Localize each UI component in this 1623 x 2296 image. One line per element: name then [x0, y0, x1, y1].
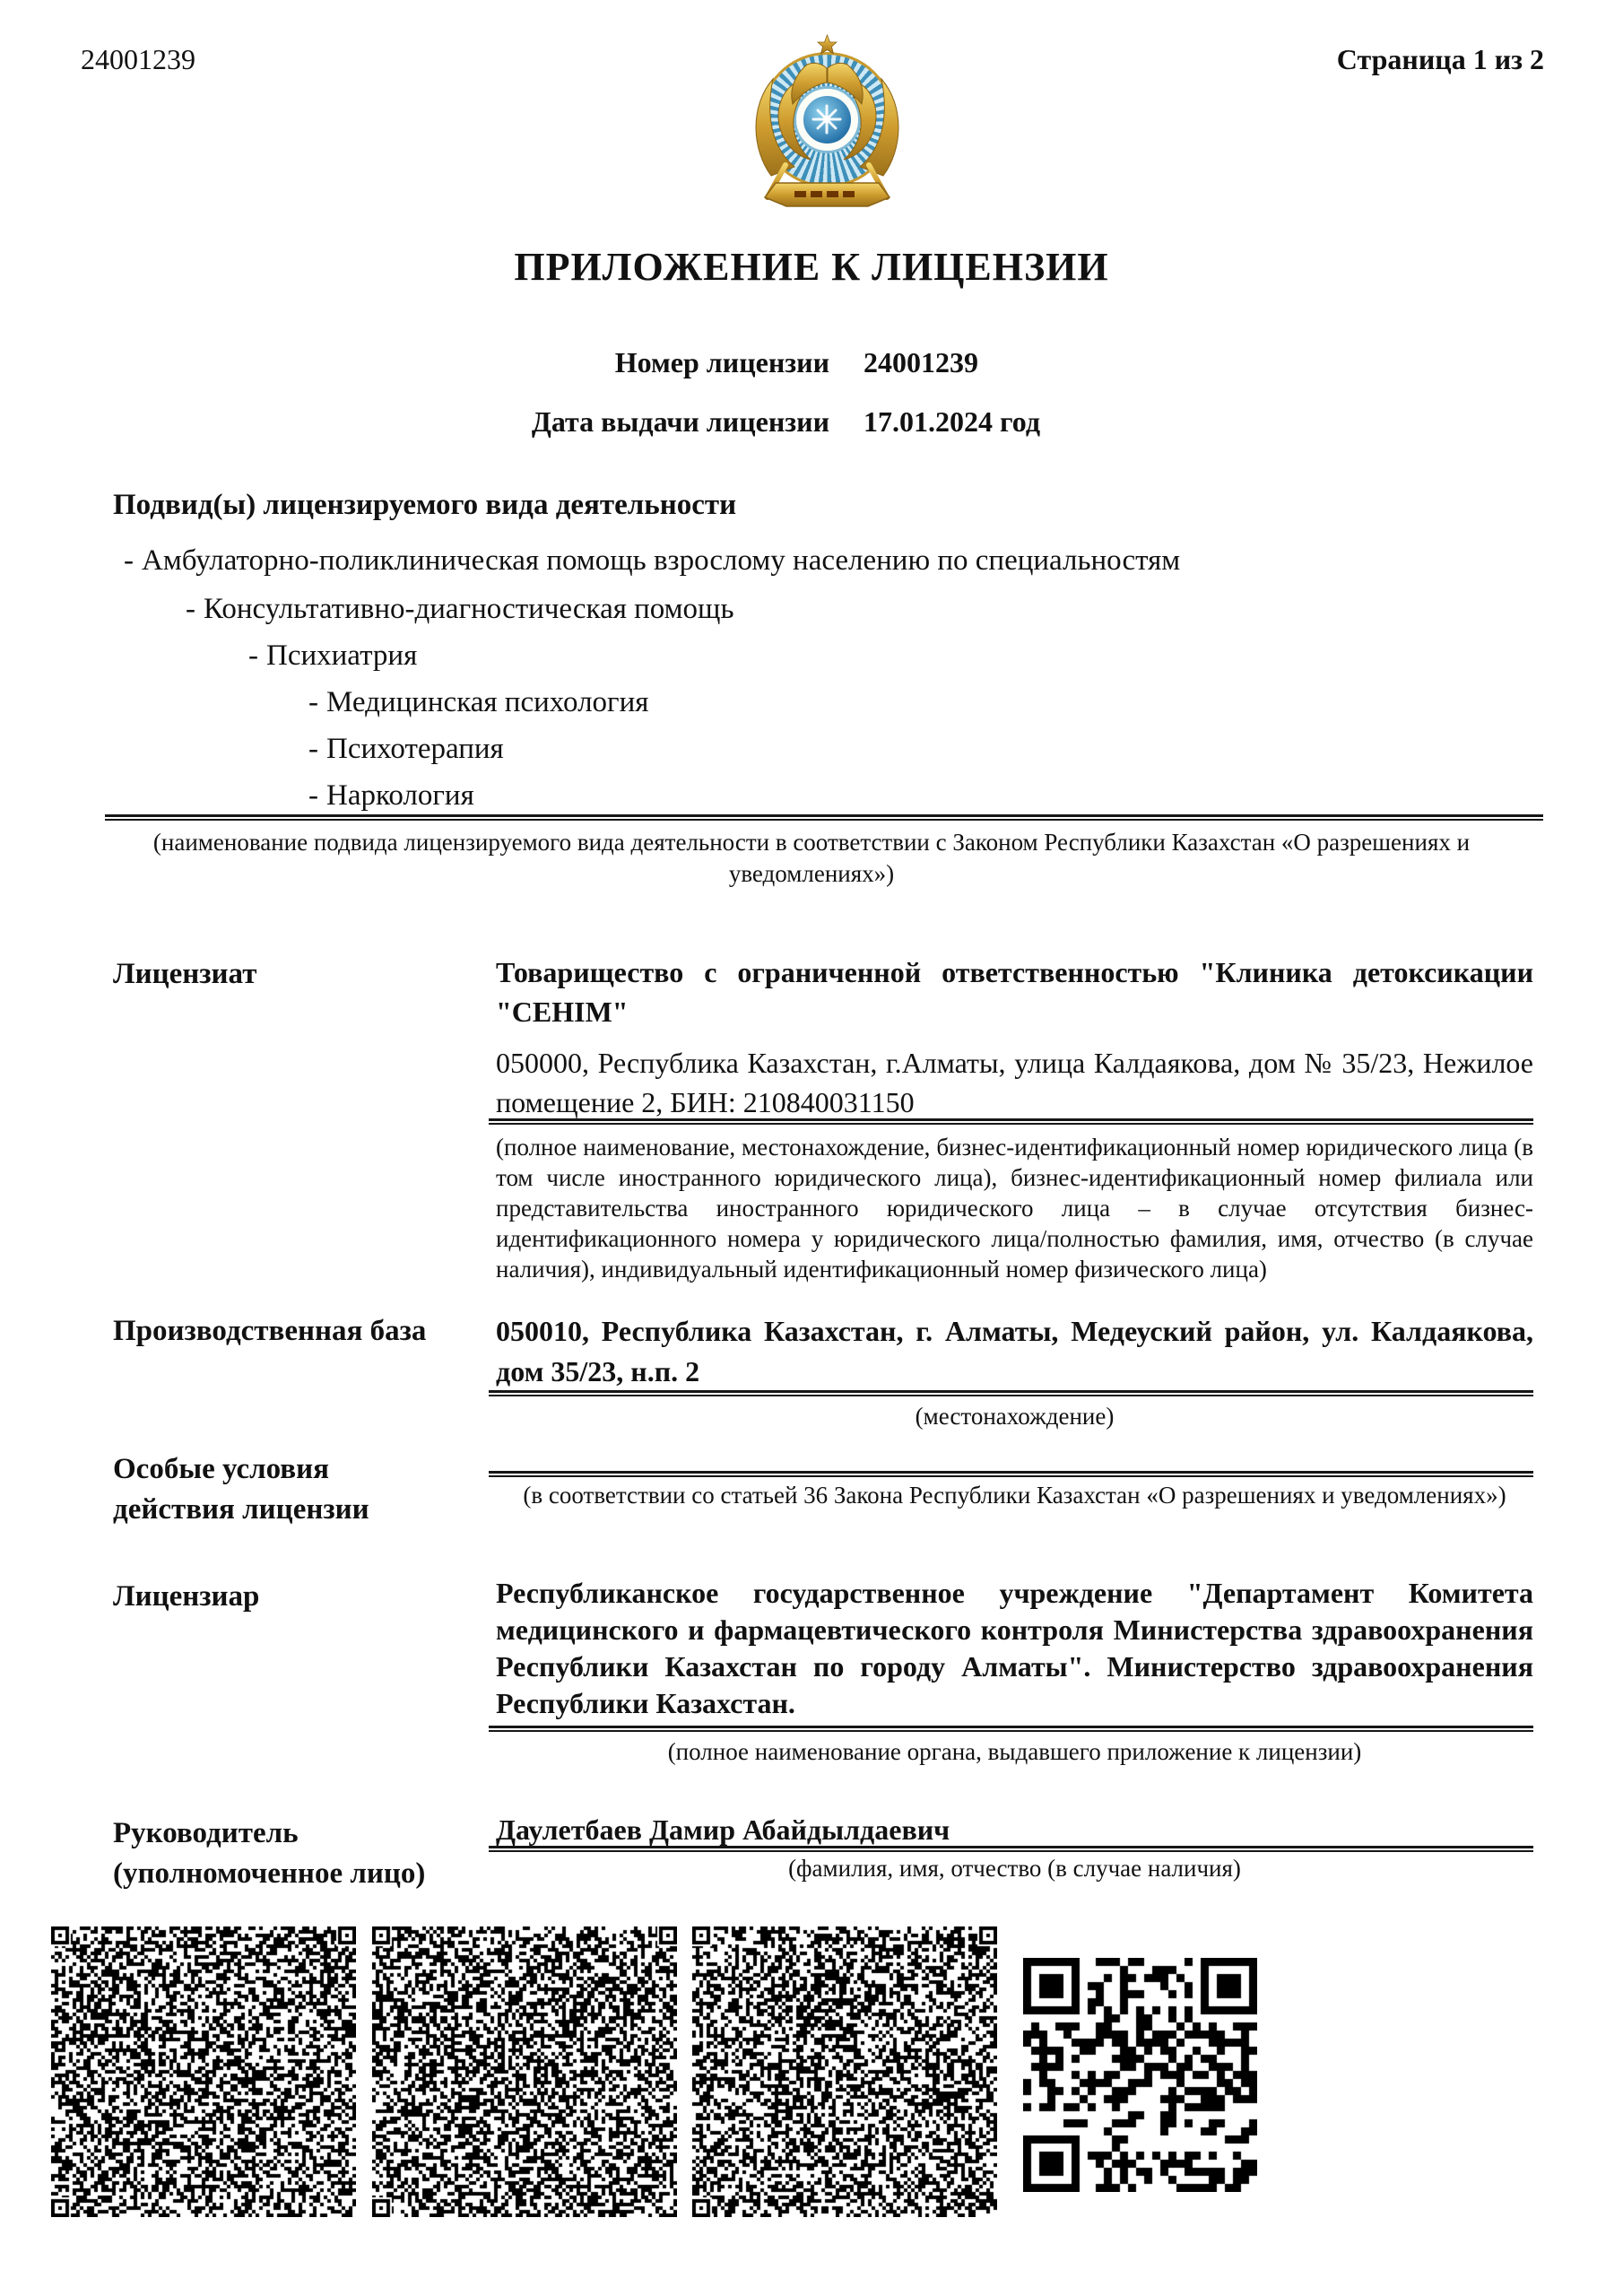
subtype-text: Психиатрия [266, 639, 418, 672]
signature-barcode-3 [692, 1926, 997, 2217]
license-number-value: 24001239 [864, 346, 978, 378]
subtype-text: Консультативно-диагностическая помощь [204, 593, 734, 625]
subtypes-footnote: (наименование подвида лицензируемого вида деятельности в соответствии с Законом Республики Казахстан «О разрешениях и уведомлениях») [152, 829, 1471, 887]
subtype-item [186, 593, 734, 626]
subtype-item [308, 686, 648, 719]
signature-barcode-1 [51, 1926, 356, 2217]
licensee-name: Товарищество с ограниченной ответственностью "Клиника детоксикации "СЕНІМ" [496, 956, 1533, 1028]
list-dash: - [308, 733, 318, 765]
special-conditions-footnote: (в соответствии со статьей 36 Закона Республики Казахстан «О разрешениях и уведомлениях») [523, 1482, 1506, 1509]
divider-line [489, 1726, 1533, 1732]
subtype-text: Амбулаторно-поликлиническая помощь взрослому населению по специальностям [142, 544, 1181, 577]
licensee-address: 050000, Республика Казахстан, г.Алматы, улица Калдаякова, дом № 35/23, Нежилое помещение 2, БИН: 210840031150 [496, 1047, 1533, 1118]
licensor-label: Лицензиар [113, 1580, 260, 1613]
licensor-footnote: (полное наименование органа, выдавшего приложение к лицензии) [667, 1738, 1362, 1765]
subtype-text: Наркология [326, 779, 474, 812]
license-meta [498, 344, 1040, 439]
subtype-item [308, 779, 474, 813]
head-person-name: Даулетбаев Дамир Абайдылдаевич [496, 1813, 950, 1846]
production-base-value: 050010, Республика Казахстан, г. Алматы, Медеуский район, ул. Калдаякова, дом 35/23, н.п. 2 [496, 1315, 1533, 1387]
subtype-text: Психотерапия [326, 733, 504, 765]
subtype-text: Медицинская психология [326, 686, 649, 718]
head-person-label: Руководитель (уполномоченное лицо) [113, 1817, 426, 1890]
list-dash: - [186, 593, 195, 625]
issue-date-label: Дата выдачи лицензии [531, 405, 829, 438]
subtype-item [308, 733, 504, 766]
signature-barcode-2 [372, 1926, 677, 2217]
document-title: ПРИЛОЖЕНИЕ К ЛИЦЕНЗИИ [514, 245, 1109, 289]
production-base-footnote: (местонахождение) [915, 1403, 1115, 1430]
special-conditions-label: Особые условия действия лицензии [113, 1453, 369, 1526]
subtype-item [248, 639, 417, 673]
document-number: 24001239 [81, 43, 195, 75]
licensor-value: Республиканское государственное учреждение "Департамент Комитета медицинского и фармацевтического контроля Министерства здравоохранения Республики Казахстан по городу Алматы". Министерство здравоохранения Республики Казахстан. [496, 1577, 1533, 1719]
list-dash: - [124, 544, 134, 577]
issue-date-value: 17.01.2024 год [864, 405, 1040, 438]
licensee-footnote: (полное наименование, местонахождение, бизнес-идентификационный номер юридического лица (в том числе иностранного юридического лица), бизнес-идентификационный номер филиала или представительства иностранного юридического лица – в случае отсутствия бизнес-идентификационного номера у юридического лица/полностью фамилия, имя, отчество (в случае наличия), индивидуальный идентификационный номер физического лица) [496, 1134, 1533, 1283]
production-base-label: Производственная база [113, 1315, 427, 1347]
page-indicator: Страница 1 из 2 [1336, 43, 1544, 75]
list-dash: - [308, 686, 318, 718]
emblem-top-star-icon [818, 35, 837, 54]
list-dash: - [308, 779, 318, 812]
kazakhstan-emblem-icon [744, 32, 910, 213]
divider-line [489, 1390, 1533, 1396]
licensee-label: Лицензиат [113, 958, 257, 990]
divider-line [489, 1118, 1533, 1125]
divider-line [105, 814, 1543, 821]
subtype-item [124, 544, 1180, 578]
subtypes-heading: Подвид(ы) лицензируемого вида деятельности [113, 489, 737, 521]
emblem-gold-ornament [744, 32, 910, 213]
qr-code [1023, 1958, 1257, 2192]
list-dash: - [248, 639, 258, 672]
head-person-footnote: (фамилия, имя, отчество (в случае наличия) [788, 1855, 1241, 1882]
divider-line [489, 1471, 1533, 1477]
divider-line [489, 1846, 1533, 1852]
license-number-label: Номер лицензии [614, 346, 829, 378]
